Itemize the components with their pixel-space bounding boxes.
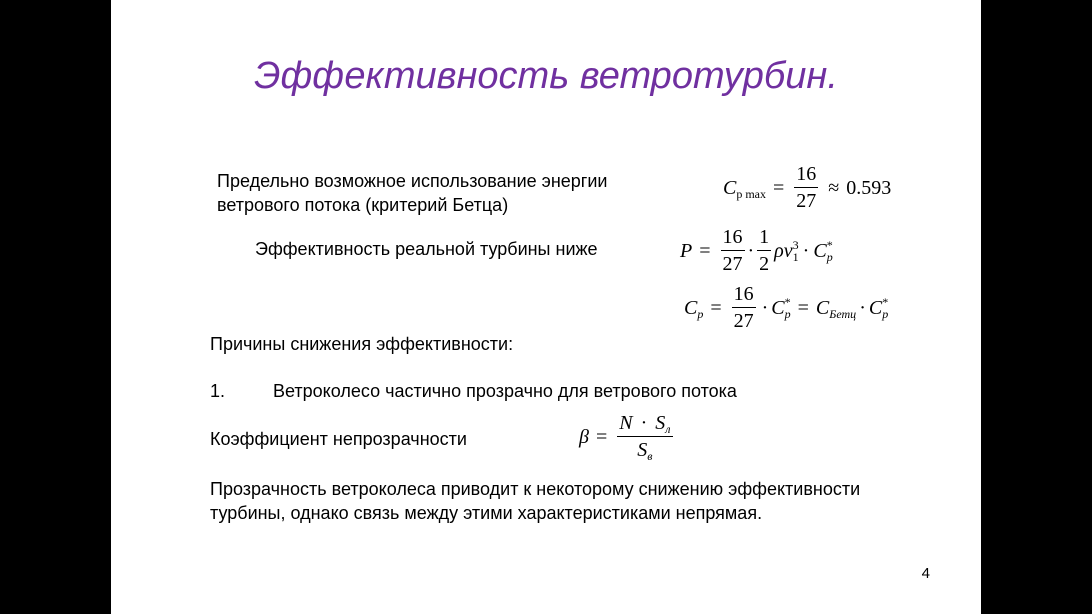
beta-num [617, 413, 672, 437]
power-den2: 2 [759, 253, 770, 275]
power-v: v [783, 239, 793, 262]
power-den1: 27 [722, 253, 743, 275]
betz-formula [723, 164, 891, 211]
cp-formula [684, 284, 888, 331]
power-v-sub: 1 [792, 249, 799, 264]
betz-approx: ≈ [828, 176, 840, 199]
betz-eq: = [773, 176, 785, 199]
cp-eq: = [710, 296, 722, 319]
slide-title: Эффективность ветротурбин. [254, 55, 838, 97]
reason-text: Ветроколесо частично прозрачно для ветрового потока [273, 381, 737, 401]
cp-c2-sup: * [784, 294, 791, 309]
power-num1: 16 [721, 227, 745, 251]
cp-c4-scripts [882, 296, 888, 320]
cp-eq2: = [797, 296, 809, 319]
cp-den: 27 [733, 310, 754, 332]
betz-sub: p max [736, 186, 767, 201]
beta-symbol: β [579, 425, 589, 448]
beta-sden-sub: в [647, 449, 653, 463]
conclusion-text [210, 477, 860, 525]
cp-c2: C [771, 296, 785, 319]
beta-den [635, 437, 654, 463]
cp-num: 16 [732, 284, 756, 308]
cp-c4: C [868, 296, 883, 319]
power-formula [680, 227, 833, 274]
beta-fraction [617, 412, 672, 463]
power-v-scripts [793, 239, 799, 263]
power-c-scripts [827, 239, 833, 263]
conclusion-line2: турбины, однако связь между этими характеристиками непрямая. [210, 503, 763, 523]
power-p: P [680, 239, 693, 262]
beta-dot: · [640, 412, 648, 434]
cp-sub: p [697, 306, 704, 321]
betz-value: 0.593 [846, 176, 892, 199]
conclusion-line1: Прозрачность ветроколеса приводит к некоторому снижению эффективности [210, 479, 861, 499]
slide [111, 0, 981, 614]
power-fraction-1 [721, 227, 745, 274]
beta-s-sub: л [665, 422, 671, 436]
reasons-heading: Причины снижения эффективности: [210, 334, 514, 354]
betz-c: C [723, 176, 737, 199]
betz-num: 16 [794, 164, 818, 188]
betz-fraction [794, 164, 818, 211]
opacity-label: Коэффициент непрозрачности [210, 429, 467, 449]
beta-s: S [655, 412, 666, 434]
cp-fraction [732, 284, 756, 331]
power-eq: = [699, 239, 711, 262]
cp-c3: C [815, 296, 830, 319]
betz-text-line1: Предельно возможное использование энергии [217, 171, 608, 191]
betz-text-line2: ветрового потока (критерий Бетца) [217, 195, 509, 215]
beta-sden: S [637, 439, 648, 461]
power-c: C [813, 239, 827, 262]
cp-c4-sub: p [882, 306, 889, 321]
betz-text [217, 169, 607, 217]
power-rho: ρ [774, 239, 784, 262]
page-number: 4 [921, 565, 930, 582]
cp-c3-sub: Бетц [829, 306, 857, 321]
cp-c2-sub: p [784, 306, 791, 321]
power-dot2: · [802, 239, 810, 262]
cp-c2-scripts [785, 296, 791, 320]
cp-dot1: · [761, 296, 769, 319]
power-dot1: · [747, 239, 755, 262]
cp-c4-sup: * [882, 294, 889, 309]
power-c-sup: * [826, 237, 833, 252]
cp-c: C [684, 296, 698, 319]
beta-eq: = [595, 425, 608, 448]
beta-formula [579, 412, 676, 463]
betz-den: 27 [796, 190, 817, 212]
power-v-sup: 3 [792, 237, 799, 252]
power-c-sub: p [826, 249, 833, 264]
real-turbine-text: Эффективность реальной турбины ниже [255, 239, 598, 259]
reason-number: 1. [210, 381, 226, 401]
power-fraction-2 [757, 227, 771, 274]
cp-dot2: · [859, 296, 866, 319]
power-num2: 1 [757, 227, 771, 251]
beta-n: N [619, 412, 633, 434]
